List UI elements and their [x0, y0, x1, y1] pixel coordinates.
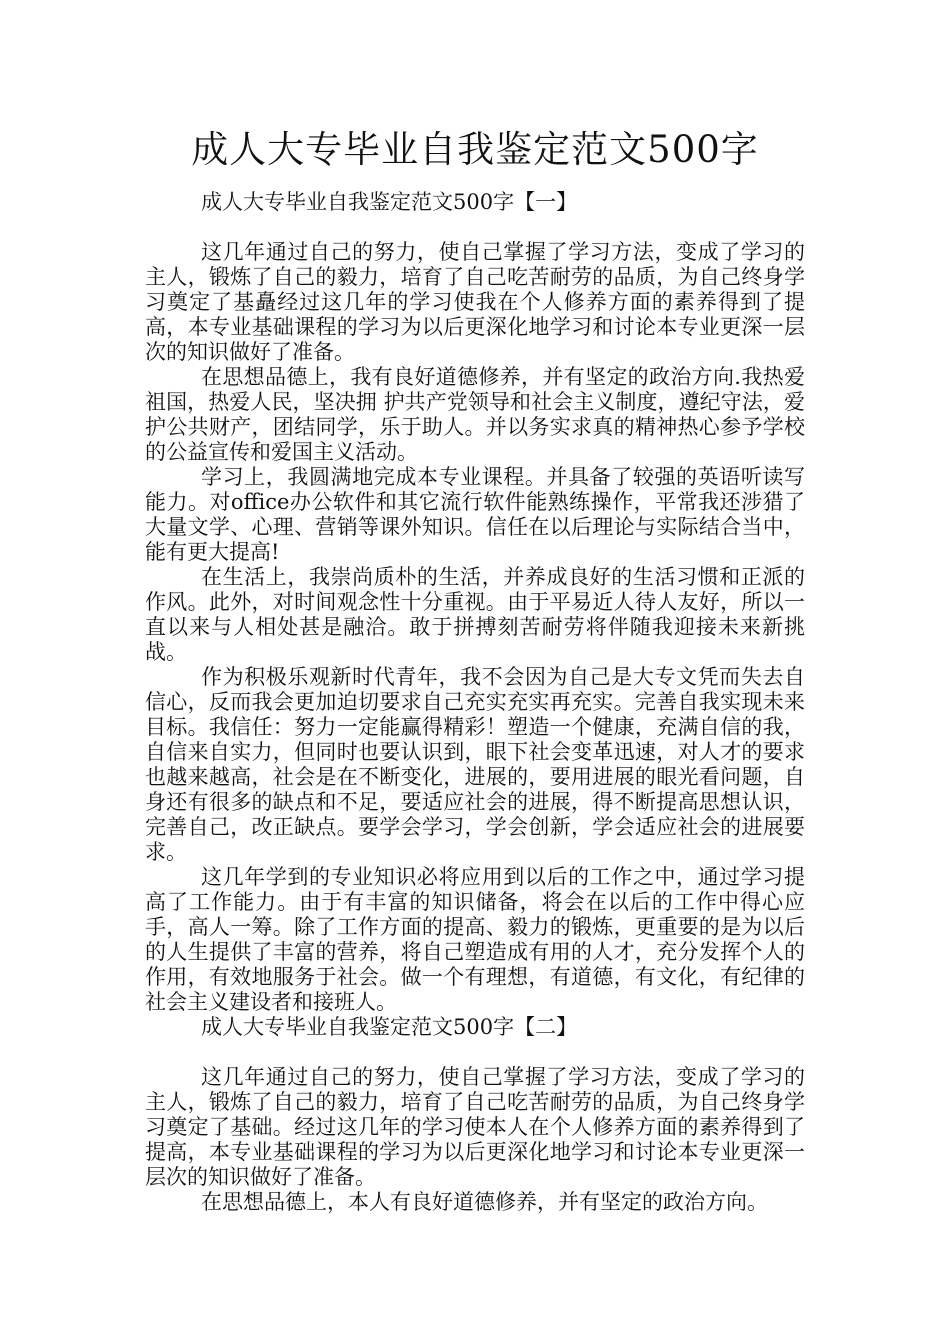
spacer: [145, 215, 805, 240]
spacer: [145, 1040, 805, 1065]
paragraph: 这几年通过自己的努力，使自己掌握了学习方法，变成了学习的主人，锻炼了自己的毅力，培育了自己吃苦耐劳的品质，为自己终身学习奠定了基矗经过这几年的学习使我在个人修养方面的素养得到了提高，本专业基础课程的学习为以后更深化地学习和讨论本专业更深一层次的知识做好了准备。: [145, 240, 805, 364]
paragraph: 这几年学到的专业知识必将应用到以后的工作之中，通过学习提高了工作能力。由于有丰富的知识储备，将会在以后的工作中得心应手，高人一筹。除了工作方面的提高、毅力的锻炼，更重要的是为以后的人生提供了丰富的营养，将自己塑造成有用的人才，充分发挥个人的作用，有效地服务于社会。做一个有理想，有道德，有文化，有纪律的社会主义建设者和接班人。: [145, 865, 805, 1014]
paragraph: 在生活上，我崇尚质朴的生活，并养成良好的生活习惯和正派的作风。此外，对时间观念性十分重视。由于平易近人待人友好，所以一直以来与人相处甚是融洽。敢于拼搏刻苦耐劳将伴随我迎接未来新挑战。: [145, 565, 805, 664]
document-page: [145, 120, 805, 1215]
document-title: 成人大专毕业自我鉴定范文500字: [191, 128, 759, 171]
paragraph: 这几年通过自己的努力，使自己掌握了学习方法，变成了学习的主人，锻炼了自己的毅力，培育了自己吃苦耐劳的品质，为自己终身学习奠定了基础。经过这几年的学习使本人在个人修养方面的素养得到了提高，本专业基础课程的学习为以后更深化地学习和讨论本专业更深一层次的知识做好了准备。: [145, 1065, 805, 1189]
section-heading-2: 成人大专毕业自我鉴定范文500字【二】: [201, 1015, 578, 1039]
paragraph: 在思想品德上，我有良好道德修养，并有坚定的政治方向.我热爱祖国，热爱人民，坚决拥 护共产党领导和社会主义制度，遵纪守法，爱护公共财产，团结同学，乐于助人。并以务实求真的精神热心参予学校的公益宣传和爱国主义活动。: [145, 365, 805, 464]
paragraph: 作为积极乐观新时代青年，我不会因为自己是大专文凭而失去自信心，反而我会更加迫切要求自己充实充实再充实。完善自我实现未来目标。我信任：努力一定能赢得精彩！塑造一个健康，充满自信的我，自信来自实力，但同时也要认识到，眼下社会变革迅速，对人才的要求也越来越高，社会是在不断变化，进展的，要用进展的眼光看问题，自身还有很多的缺点和不足，要适应社会的进展，得不断提高思想认识，完善自己，改正缺点。要学会学习，学会创新，学会适应社会的进展要求。: [145, 665, 805, 864]
paragraph: 在思想品德上，本人有良好道德修养，并有坚定的政治方向。: [201, 1190, 768, 1214]
paragraph: 学习上，我圆满地完成本专业课程。并具备了较强的英语听读写能力。对office办公软件和其它流行软件能熟练操作，平常我还涉猎了大量文学、心理、营销等课外知识。信任在以后理论与实际结合当中，能有更大提高!: [145, 465, 805, 564]
section-heading-1: 成人大专毕业自我鉴定范文500字【一】: [201, 190, 578, 214]
